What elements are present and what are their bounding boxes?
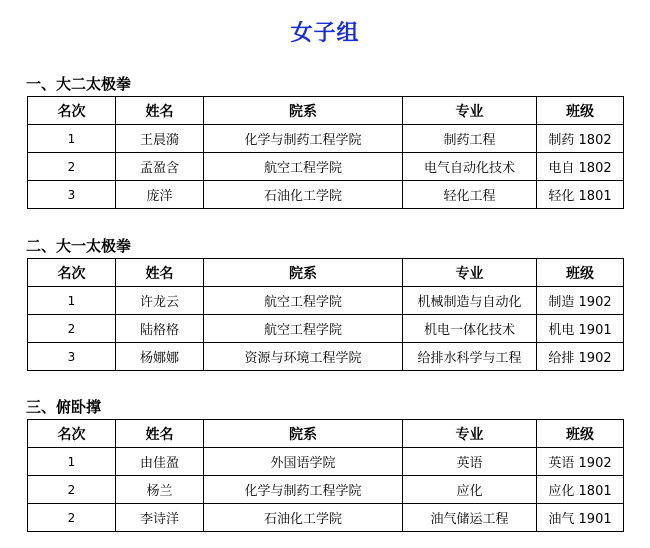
rank-cell: 1 [28,125,116,153]
col-header-department: 院系 [204,97,403,125]
table-header-row [28,97,624,125]
name-cell: 王晨漪 [116,125,204,153]
department-cell: 石油化工学院 [204,181,403,209]
rank-cell: 2 [28,504,116,532]
table-row [28,343,624,371]
class-cell: 制造 1902 [537,287,624,315]
name-cell: 庞洋 [116,181,204,209]
results-table [27,419,624,532]
table-row [28,287,624,315]
col-header-major: 专业 [403,420,537,448]
major-cell: 给排水科学与工程 [403,343,537,371]
rank-cell: 2 [28,476,116,504]
department-cell: 外国语学院 [204,448,403,476]
rank-cell: 2 [28,315,116,343]
class-cell: 油气 1901 [537,504,624,532]
col-header-department: 院系 [204,259,403,287]
col-header-rank: 名次 [28,420,116,448]
section-heading: 一、大二太极拳 [26,75,132,93]
name-cell: 由佳盈 [116,448,204,476]
rank-cell: 3 [28,343,116,371]
major-cell: 应化 [403,476,537,504]
col-header-class: 班级 [537,420,624,448]
section-heading: 二、大一太极拳 [26,237,132,255]
table-row [28,448,624,476]
table-row [28,153,624,181]
table-header-row [28,259,624,287]
section-pushups [27,395,623,532]
class-cell: 应化 1801 [537,476,624,504]
col-header-rank: 名次 [28,97,116,125]
rank-cell: 3 [28,181,116,209]
table-header-row [28,420,624,448]
col-header-class: 班级 [537,259,624,287]
name-cell: 陆格格 [116,315,204,343]
name-cell: 杨娜娜 [116,343,204,371]
class-cell: 给排 1902 [537,343,624,371]
table-row [28,315,624,343]
section-dayer-taijiquan [27,72,623,209]
class-cell: 英语 1902 [537,448,624,476]
rank-cell: 1 [28,448,116,476]
col-header-name: 姓名 [116,97,204,125]
name-cell: 杨兰 [116,476,204,504]
major-cell: 机电一体化技术 [403,315,537,343]
department-cell: 航空工程学院 [204,315,403,343]
col-header-name: 姓名 [116,259,204,287]
department-cell: 化学与制药工程学院 [204,125,403,153]
name-cell: 孟盈含 [116,153,204,181]
col-header-rank: 名次 [28,259,116,287]
department-cell: 石油化工学院 [204,504,403,532]
rank-cell: 1 [28,287,116,315]
major-cell: 制药工程 [403,125,537,153]
major-cell: 英语 [403,448,537,476]
department-cell: 航空工程学院 [204,287,403,315]
results-table [27,258,624,371]
name-cell: 许龙云 [116,287,204,315]
col-header-major: 专业 [403,259,537,287]
department-cell: 资源与环境工程学院 [204,343,403,371]
class-cell: 轻化 1801 [537,181,624,209]
major-cell: 轻化工程 [403,181,537,209]
name-cell: 李诗洋 [116,504,204,532]
col-header-class: 班级 [537,97,624,125]
major-cell: 电气自动化技术 [403,153,537,181]
col-header-department: 院系 [204,420,403,448]
major-cell: 油气储运工程 [403,504,537,532]
table-row [28,504,624,532]
col-header-name: 姓名 [116,420,204,448]
table-row [28,181,624,209]
section-dayi-taijiquan [27,234,623,371]
results-table [27,96,624,209]
table-row [28,125,624,153]
department-cell: 化学与制药工程学院 [204,476,403,504]
section-heading: 三、俯卧撑 [26,398,102,416]
rank-cell: 2 [28,153,116,181]
department-cell: 航空工程学院 [204,153,403,181]
class-cell: 制药 1802 [537,125,624,153]
table-row [28,476,624,504]
class-cell: 电自 1802 [537,153,624,181]
class-cell: 机电 1901 [537,315,624,343]
col-header-major: 专业 [403,97,537,125]
major-cell: 机械制造与自动化 [403,287,537,315]
page-title: 女子组 [290,20,360,46]
